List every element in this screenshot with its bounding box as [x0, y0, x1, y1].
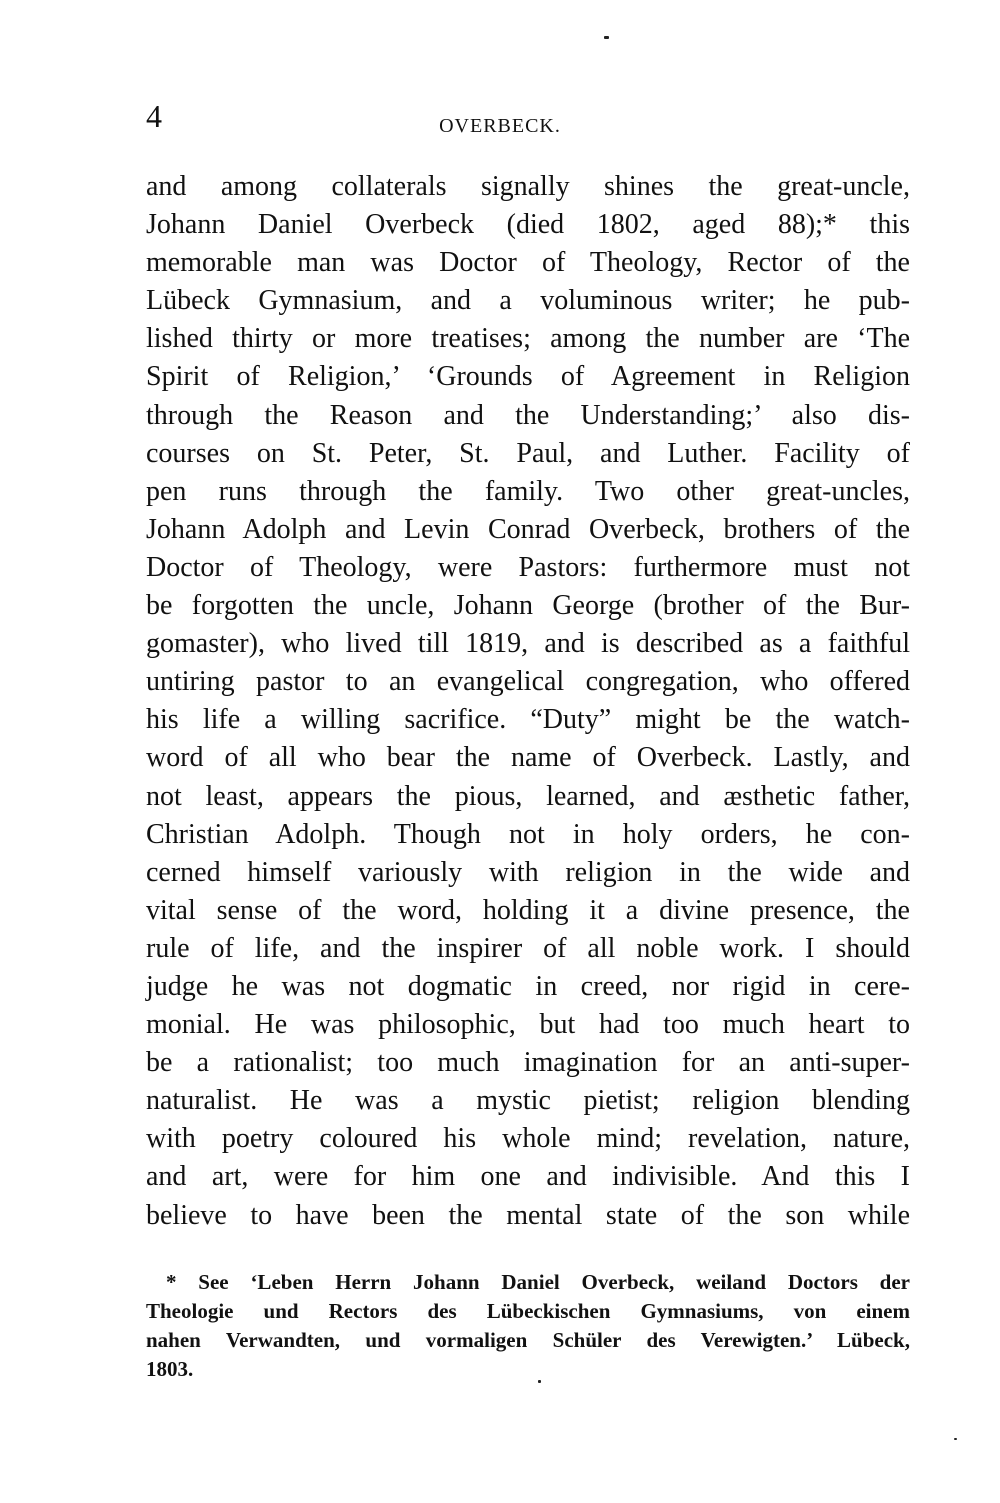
body-line: and among collaterals signally shines the great-uncle,	[146, 171, 910, 202]
body-line: Spirit of Religion,’ ‘Grounds of Agreement in Religion	[146, 361, 910, 393]
body-line: and art, were for him one and indivisible. And this I	[146, 1161, 910, 1193]
body-text	[146, 168, 910, 1235]
footnote-line: Theologie und Rectors des Lübeckischen Gymnasiums, von einem	[146, 1299, 910, 1323]
body-line: be a rationalist; too much imagination for an anti-super-	[146, 1047, 910, 1079]
footnote	[146, 1268, 910, 1384]
body-line: Lübeck Gymnasium, and a voluminous writer; he pub-	[146, 285, 910, 317]
body-line: rule of life, and the inspirer of all noble work. I should	[146, 932, 910, 964]
body-line: naturalist. He was a mystic pietist; religion blending	[146, 1085, 910, 1117]
running-title: OVERBECK.	[439, 115, 561, 137]
footnote-line: * See ‘Leben Herrn Johann Daniel Overbeck, weiland Doctors der	[166, 1270, 910, 1294]
body-line: monial. He was philosophic, but had too much heart to	[146, 1009, 910, 1041]
body-line: pen runs through the family. Two other great-uncles,	[146, 475, 910, 507]
body-line: Doctor of Theology, were Pastors: furthermore must not	[146, 551, 910, 583]
body-line: word of all who bear the name of Overbeck. Lastly, and	[146, 742, 910, 774]
ink-speck	[604, 36, 609, 39]
footnote-line: 1803.	[146, 1357, 194, 1381]
body-line: his life a willing sacrifice. “Duty” might be the watch-	[146, 704, 910, 736]
body-line: Christian Adolph. Though not in holy orders, he con-	[146, 818, 910, 850]
body-line: with poetry coloured his whole mind; revelation, nature,	[146, 1123, 910, 1155]
ink-speck	[954, 1438, 957, 1440]
body-line: judge he was not dogmatic in creed, nor rigid in cere-	[146, 970, 910, 1002]
body-line: through the Reason and the Understanding;’ also dis-	[146, 399, 910, 431]
body-line: lished thirty or more treatises; among the number are ‘The	[146, 323, 910, 355]
page-number: 4	[146, 98, 162, 134]
body-line: gomaster), who lived till 1819, and is described as a faithful	[146, 628, 910, 660]
body-line: not least, appears the pious, learned, and æsthetic father,	[146, 780, 910, 812]
body-line: untiring pastor to an evangelical congregation, who offered	[146, 666, 910, 698]
body-line: cerned himself variously with religion in the wide and	[146, 856, 910, 888]
body-line: be forgotten the uncle, Johann George (brother of the Bur-	[146, 590, 910, 622]
body-line: believe to have been the mental state of the son while	[146, 1199, 910, 1231]
body-line: Johann Daniel Overbeck (died 1802, aged 88);* this	[146, 209, 910, 241]
body-line: memorable man was Doctor of Theology, Rector of the	[146, 247, 910, 279]
body-line: Johann Adolph and Levin Conrad Overbeck, brothers of the	[146, 513, 910, 545]
footnote-line: nahen Verwandten, und vormaligen Schüler des Verewigten.’ Lübeck,	[146, 1328, 910, 1352]
body-line: vital sense of the word, holding it a divine presence, the	[146, 894, 910, 926]
body-line: courses on St. Peter, St. Paul, and Luther. Facility of	[146, 437, 910, 469]
